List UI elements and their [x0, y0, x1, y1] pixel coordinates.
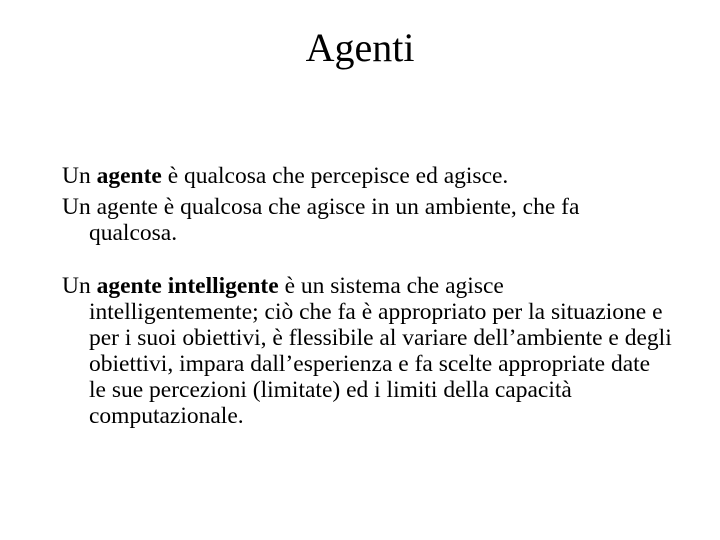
slide-title: Agenti	[305, 25, 415, 70]
definition-intelligent-agent-prefix: Un	[62, 273, 97, 299]
term-agent: agente	[96, 163, 162, 189]
definition-agent	[62, 163, 672, 189]
definition-agent-text: è qualcosa che percepisce ed agisce.	[161, 163, 509, 189]
definition-agent-environment: Un agente è qualcosa che agisce in un ambiente, che fa qualcosa.	[62, 194, 580, 246]
definition-intelligent-agent	[62, 273, 672, 429]
term-intelligent-agent: agente intelligente	[96, 273, 279, 299]
definition-agent-prefix: Un	[62, 163, 97, 189]
definition-intelligent-agent-text: è un sistema che agisce intelligentemente; ciò che fa è appropriato per la situazione e per i suoi obiettivi, è flessibile al variare dell’ambiente e degli obiettivi, impara dall’esperienza e fa scelte appropriate date le sue percezioni (limitate) ed i limiti della capacità computazionale.	[89, 273, 672, 429]
slide-body	[62, 163, 672, 429]
